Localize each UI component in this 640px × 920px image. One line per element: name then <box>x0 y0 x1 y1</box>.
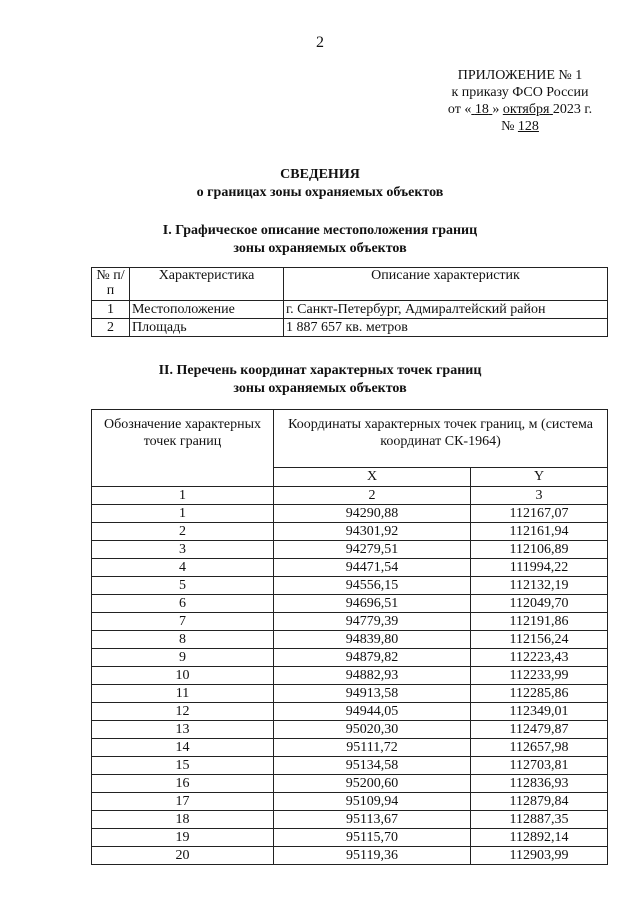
section2-heading <box>0 362 640 398</box>
row-number: 1 <box>92 301 130 319</box>
coord-x: 94471,54 <box>274 559 471 577</box>
row-number: 2 <box>92 319 130 337</box>
table-row <box>92 649 608 667</box>
point-number: 19 <box>92 829 274 847</box>
header-characteristic: Характеристика <box>130 268 284 301</box>
coord-y: 112349,01 <box>471 703 608 721</box>
coords-header-row <box>92 410 608 468</box>
date-month: октября <box>502 102 550 117</box>
point-number: 18 <box>92 811 274 829</box>
point-number: 3 <box>92 541 274 559</box>
table-row <box>92 811 608 829</box>
header-coords: Координаты характерных точек границ, м (система координат СК-1964) <box>274 410 608 468</box>
table-row <box>92 829 608 847</box>
location-header-row <box>92 268 608 301</box>
appendix-number <box>420 118 620 135</box>
appendix-date <box>420 101 620 118</box>
coord-x: 95111,72 <box>274 739 471 757</box>
header-points: Обозначение характерных точек границ <box>92 410 274 487</box>
coord-x: 94779,39 <box>274 613 471 631</box>
table-row <box>92 667 608 685</box>
point-number: 5 <box>92 577 274 595</box>
point-number: 4 <box>92 559 274 577</box>
point-number: 2 <box>92 523 274 541</box>
coord-y: 111994,22 <box>471 559 608 577</box>
date-prefix: от « <box>447 102 472 117</box>
coord-x: 95134,58 <box>274 757 471 775</box>
coord-x: 94696,51 <box>274 595 471 613</box>
coord-x: 95119,36 <box>274 847 471 865</box>
section1-line1: I. Графическое описание местоположения границ <box>162 223 478 238</box>
point-number: 20 <box>92 847 274 865</box>
table-row <box>92 739 608 757</box>
coord-y: 112879,84 <box>471 793 608 811</box>
table-row <box>92 721 608 739</box>
appendix-order: к приказу ФСО России <box>451 85 589 100</box>
table-row <box>92 301 608 319</box>
document-title <box>0 166 640 202</box>
col-num-2: 2 <box>274 487 471 505</box>
table-row <box>92 559 608 577</box>
table-row <box>92 685 608 703</box>
coord-x: 94301,92 <box>274 523 471 541</box>
header-description: Описание характеристик <box>284 268 608 301</box>
point-number: 17 <box>92 793 274 811</box>
table-row <box>92 319 608 337</box>
coordinates-table <box>91 409 608 865</box>
section1-line2: зоны охраняемых объектов <box>233 241 407 256</box>
title-line2: о границах зоны охраняемых объектов <box>196 185 444 200</box>
table-row <box>92 757 608 775</box>
appendix-block <box>420 67 620 135</box>
row-description: 1 887 657 кв. метров <box>284 319 608 337</box>
column-number-row <box>92 487 608 505</box>
point-number: 13 <box>92 721 274 739</box>
coord-y: 112161,94 <box>471 523 608 541</box>
coord-x: 94879,82 <box>274 649 471 667</box>
table-row <box>92 505 608 523</box>
table-row <box>92 775 608 793</box>
title-line1: СВЕДЕНИЯ <box>280 167 360 182</box>
section2-line1: II. Перечень координат характерных точек границ <box>158 363 482 378</box>
coord-x: 94944,05 <box>274 703 471 721</box>
section1-heading <box>0 222 640 258</box>
table-row <box>92 631 608 649</box>
coord-y: 112167,07 <box>471 505 608 523</box>
coord-y: 112156,24 <box>471 631 608 649</box>
point-number: 14 <box>92 739 274 757</box>
page-number: 2 <box>316 34 324 51</box>
coord-y: 112657,98 <box>471 739 608 757</box>
coord-x: 95200,60 <box>274 775 471 793</box>
table-row <box>92 793 608 811</box>
date-day: 18 <box>474 102 489 117</box>
table-row <box>92 523 608 541</box>
col-num-1: 1 <box>92 487 274 505</box>
coord-x: 95020,30 <box>274 721 471 739</box>
order-number: 128 <box>517 119 539 134</box>
row-characteristic: Площадь <box>130 319 284 337</box>
coord-x: 94882,93 <box>274 667 471 685</box>
coord-x: 94556,15 <box>274 577 471 595</box>
coord-y: 112703,81 <box>471 757 608 775</box>
row-characteristic: Местоположение <box>130 301 284 319</box>
point-number: 15 <box>92 757 274 775</box>
section2-line2: зоны охраняемых объектов <box>233 381 407 396</box>
point-number: 6 <box>92 595 274 613</box>
table-row <box>92 577 608 595</box>
coord-y: 112892,14 <box>471 829 608 847</box>
coord-x: 95113,67 <box>274 811 471 829</box>
point-number: 11 <box>92 685 274 703</box>
coord-y: 112132,19 <box>471 577 608 595</box>
point-number: 10 <box>92 667 274 685</box>
header-number: № п/п <box>92 268 130 301</box>
number-prefix: № <box>501 119 515 134</box>
point-number: 7 <box>92 613 274 631</box>
table-row <box>92 613 608 631</box>
coord-x: 94290,88 <box>274 505 471 523</box>
header-y: Y <box>471 467 608 486</box>
coord-y: 112191,86 <box>471 613 608 631</box>
date-year: 2023 г. <box>552 102 593 117</box>
coord-x: 94913,58 <box>274 685 471 703</box>
row-description: г. Санкт-Петербург, Адмиралтейский район <box>284 301 608 319</box>
coord-y: 112223,43 <box>471 649 608 667</box>
header-x: X <box>274 467 471 486</box>
table-row <box>92 595 608 613</box>
table-row <box>92 703 608 721</box>
coord-y: 112285,86 <box>471 685 608 703</box>
coord-x: 95109,94 <box>274 793 471 811</box>
point-number: 8 <box>92 631 274 649</box>
coord-y: 112106,89 <box>471 541 608 559</box>
coord-y: 112903,99 <box>471 847 608 865</box>
point-number: 12 <box>92 703 274 721</box>
date-mid: » <box>492 102 500 117</box>
point-number: 9 <box>92 649 274 667</box>
coord-x: 94839,80 <box>274 631 471 649</box>
coord-y: 112049,70 <box>471 595 608 613</box>
coord-x: 94279,51 <box>274 541 471 559</box>
point-number: 1 <box>92 505 274 523</box>
point-number: 16 <box>92 775 274 793</box>
coord-y: 112887,35 <box>471 811 608 829</box>
table-row <box>92 847 608 865</box>
coord-y: 112836,93 <box>471 775 608 793</box>
coord-y: 112233,99 <box>471 667 608 685</box>
coord-x: 95115,70 <box>274 829 471 847</box>
coord-y: 112479,87 <box>471 721 608 739</box>
col-num-3: 3 <box>471 487 608 505</box>
table-row <box>92 541 608 559</box>
appendix-title: ПРИЛОЖЕНИЕ № 1 <box>457 68 583 83</box>
location-table <box>91 267 608 337</box>
